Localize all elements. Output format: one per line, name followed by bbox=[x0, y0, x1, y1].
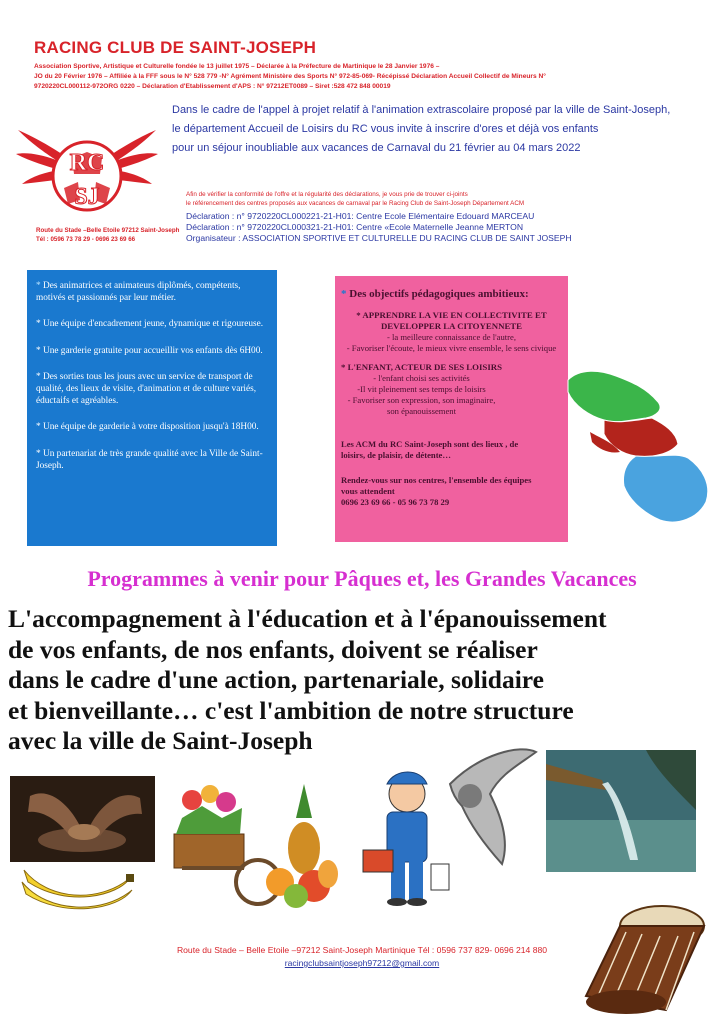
meta-line: 9720220CL000112-972ORG 0220 – Déclaration d'Etablissement d'APS : N° 97212ET0089 – Siret :528 472 848 00019 bbox=[34, 83, 391, 90]
contact-phones: 0696 23 69 66 - 05 96 73 78 29 bbox=[341, 497, 450, 507]
intro-line: pour un séjour inoubliable aux vacances de Carnaval du 21 février au 04 mars 2022 bbox=[172, 142, 581, 154]
objective-heading: * APPRENDRE LA VIE EN COLLECTIVITE ET DEVELOPPER LA CITOYENNETE bbox=[356, 310, 547, 331]
footer-email-link[interactable]: racingclubsaintjoseph97212@gmail.com bbox=[284, 958, 440, 968]
propeller-image bbox=[440, 744, 540, 870]
ambition-line: L'accompagnement à l'éducation et à l'épanouissement bbox=[8, 604, 607, 633]
verification-line: Afin de vérifier la conformité de l'offre et la régularité des déclarations, je vous prie de trouver ci-joints bbox=[186, 191, 468, 198]
service-item: * Un partenariat de très grande qualité avec la Ville de Saint-Joseph. bbox=[36, 448, 263, 471]
acm-text: Les ACM du RC Saint-Joseph sont des lieux , de loisirs, de plaisir, de détente… bbox=[341, 439, 519, 460]
meta-line: JO du 20 Février 1976 – Affiliée à la FFF sous le N° 528 779 -N° Agrément Ministère des Sports N° 972-85-069- Récépissé Déclaration Accueil Collectif de Mineurs N° bbox=[34, 73, 546, 80]
phone-line: Tél : 0596 73 78 29 - 0696 23 69 66 bbox=[36, 236, 136, 243]
objective-heading: * L'ENFANT, ACTEUR DE SES LOISIRS bbox=[341, 362, 502, 372]
club-address-small bbox=[36, 226, 179, 244]
verification-line: le référencement des centres proposés aux vacances de carnaval par le Racing Club de Saint-Joseph Département ACM bbox=[186, 200, 525, 207]
programme-title: Programmes à venir pour Pâques et, les Grandes Vacances bbox=[87, 566, 637, 591]
ambition-line: dans le cadre d'une action, partenariale, solidaire bbox=[8, 665, 544, 694]
service-item: * Une équipe de garderie à votre disposition jusqu'à 18H00. bbox=[36, 422, 259, 433]
objective-section bbox=[341, 362, 562, 417]
ambition-line: et bienveillante… c'est l'ambition de notre structure bbox=[8, 695, 574, 725]
club-registration-info bbox=[34, 62, 674, 92]
bananas-image bbox=[18, 856, 136, 916]
service-item: * Des animatrices et animateurs diplômés, compétents, motivés et passionnés par leur métier. bbox=[36, 281, 241, 304]
objective-section bbox=[341, 310, 562, 354]
footer-address: Route du Stade – Belle Etoile –97212 Saint-Joseph Martinique Tél : 0596 737 829- 0696 214 880 bbox=[176, 945, 548, 955]
intro-line: le département Accueil de Loisirs du RC vous invite à inscrire d'ores et déjà vos enfants bbox=[172, 123, 599, 135]
services-box bbox=[27, 270, 277, 546]
declaration-line: Déclaration : n° 9720220CL000321-21-H01: Centre «Ecole Maternelle Jeanne MERTON bbox=[186, 222, 524, 232]
water-flow-image bbox=[546, 750, 696, 872]
meta-line: Association Sportive, Artistique et Culturelle fondée le 13 juillet 1975 – Déclarée à la Préfecture de Martinique le 28 Janvier 1976 – bbox=[34, 63, 440, 70]
fruit-cart-image bbox=[162, 778, 342, 914]
objective-line: -Il vit pleinement ses temps de loisirs bbox=[357, 384, 486, 394]
service-item: * Des sorties tous les jours avec un service de transport de qualité, des lieux de visite, d'animation et de culture variés, éductaifs et agréables. bbox=[36, 371, 257, 407]
objectives-title: * Des objectifs pédagogiques ambitieux: bbox=[341, 288, 529, 300]
declaration-line: Déclaration : n° 9720220CL000221-21-H01: Centre Ecole Elémentaire Edouard MARCEAU bbox=[186, 211, 535, 221]
ambition-statement bbox=[8, 604, 724, 757]
service-item: * Une équipe d'encadrement jeune, dynamique et rigoureuse. bbox=[36, 319, 264, 330]
martinique-map-icon bbox=[560, 362, 716, 532]
ambition-line: de vos enfants, de nos enfants, doivent se réaliser bbox=[8, 634, 538, 664]
logo-letters-rc: RC bbox=[69, 150, 105, 176]
objective-line: - la meilleure connaissance de l'autre, bbox=[387, 332, 516, 342]
objective-line: - l'enfant choisi ses activités bbox=[373, 373, 470, 383]
intro-text bbox=[172, 101, 672, 158]
club-title: RACING CLUB DE SAINT-JOSEPH bbox=[34, 38, 317, 57]
rdv-text: Rendez-vous sur nos centres, l'ensemble des équipes vous attendent bbox=[341, 475, 532, 496]
ambition-line: avec la ville de Saint-Joseph bbox=[8, 726, 313, 755]
objectives-footer bbox=[341, 439, 562, 508]
pottery-hands-image bbox=[10, 776, 155, 862]
intro-line: Dans le cadre de l'appel à projet relatif à l'animation extrascolaire proposé par la ville de Saint-Joseph, bbox=[172, 104, 671, 116]
address-line: Route du Stade –Belle Etoile 97212 Saint-Joseph bbox=[36, 227, 180, 234]
objective-line: - Favoriser son expression, son imaginaire, son épanouissement bbox=[347, 395, 496, 416]
objectives-box bbox=[335, 276, 568, 542]
logo-letters-sj: SJ bbox=[74, 184, 100, 210]
footer bbox=[0, 944, 724, 970]
service-item: * Une garderie gratuite pour accueillir vos enfants dès 6H00. bbox=[36, 345, 263, 356]
verification-note bbox=[186, 190, 666, 208]
objective-line: - Favoriser l'écoute, le mieux vivre ensemble, le sens civique bbox=[346, 343, 557, 353]
organizer-line: Organisateur : ASSOCIATION SPORTIVE ET CULTURELLE DU RACING CLUB DE SAINT JOSEPH bbox=[186, 233, 572, 243]
club-logo bbox=[12, 108, 162, 226]
declarations-list bbox=[186, 211, 706, 244]
